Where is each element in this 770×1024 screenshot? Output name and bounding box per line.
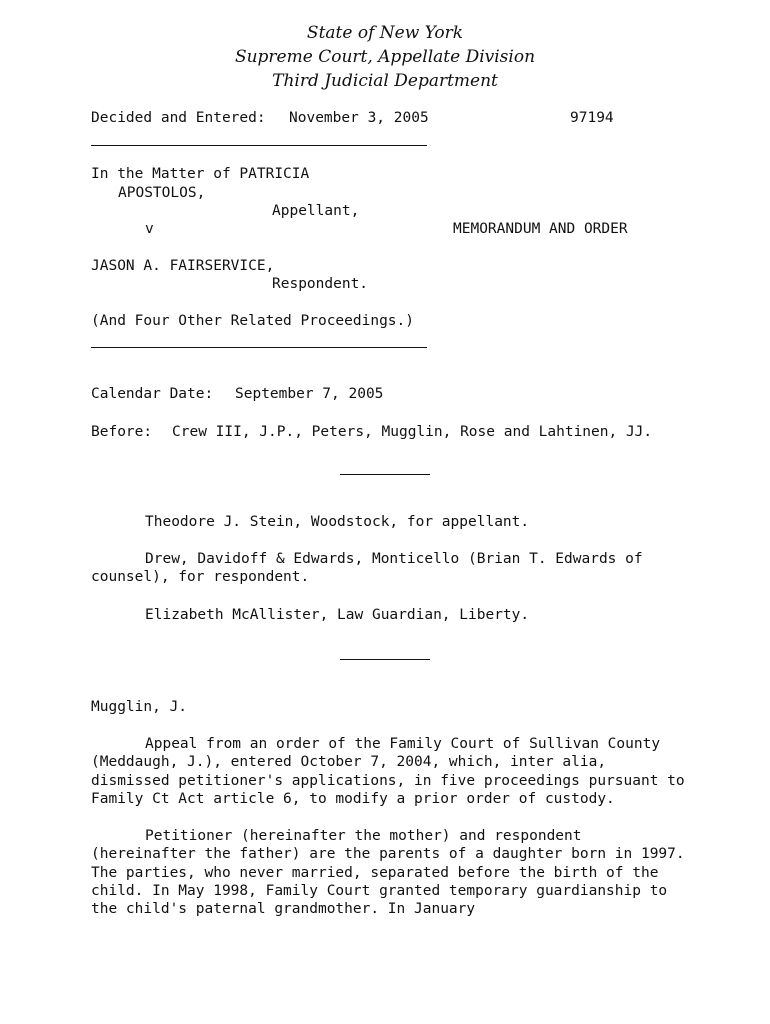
document-type: MEMORANDUM AND ORDER (453, 221, 628, 237)
calendar-date: September 7, 2005 (235, 386, 384, 402)
related-proceedings: (And Four Other Related Proceedings.) (91, 313, 415, 329)
opinion-author: Mugglin, J. (91, 699, 188, 715)
department-heading: Third Judicial Department (272, 71, 498, 91)
opinion-paragraph-2: Petitioner (hereinafter the mother) and respondent (hereinafter the father) are the parents of a daughter born in 1997. The parties, who never married, separated before the birth of the child. In May 1998, Family Court granted temporary guardianship to the child's paternal grandmother. In January (91, 828, 685, 918)
party1-name-line2: APOSTOLOS, (118, 185, 206, 201)
before-label: Before: (91, 424, 153, 440)
counsel-respondent: Drew, Davidoff & Edwards, Monticello (Brian T. Edwards of counsel), for respondent. (91, 551, 643, 586)
party1-name-line1: In the Matter of PATRICIA (91, 166, 310, 182)
decided-date: November 3, 2005 (289, 110, 429, 126)
case-number: 97194 (570, 110, 614, 126)
party2-name: JASON A. FAIRSERVICE, (91, 258, 275, 274)
party2-role: Respondent. (272, 276, 369, 292)
section-divider-1 (340, 474, 430, 475)
caption-top-rule (91, 145, 427, 146)
before-judges: Crew III, J.P., Peters, Mugglin, Rose and Lahtinen, JJ. (172, 424, 653, 440)
versus: v (145, 221, 154, 237)
caption-bottom-rule (91, 347, 427, 348)
law-guardian: Elizabeth McAllister, Law Guardian, Liberty. (145, 607, 530, 623)
party1-role: Appellant, (272, 203, 360, 219)
court-heading: Supreme Court, Appellate Division (234, 47, 536, 67)
state-heading: State of New York (306, 23, 464, 43)
calendar-label: Calendar Date: (91, 386, 214, 402)
opinion-paragraph-1: Appeal from an order of the Family Court of Sullivan County (Meddaugh, J.), entered October 7, 2004, which, inter alia, dismissed petitioner's applications, in five proceedings pursuant to Family Ct Act article 6, to modify a prior order of custody. (91, 736, 685, 807)
section-divider-2 (340, 659, 430, 660)
counsel-appellant: Theodore J. Stein, Woodstock, for appellant. (145, 514, 530, 530)
decided-label: Decided and Entered: (91, 110, 266, 126)
